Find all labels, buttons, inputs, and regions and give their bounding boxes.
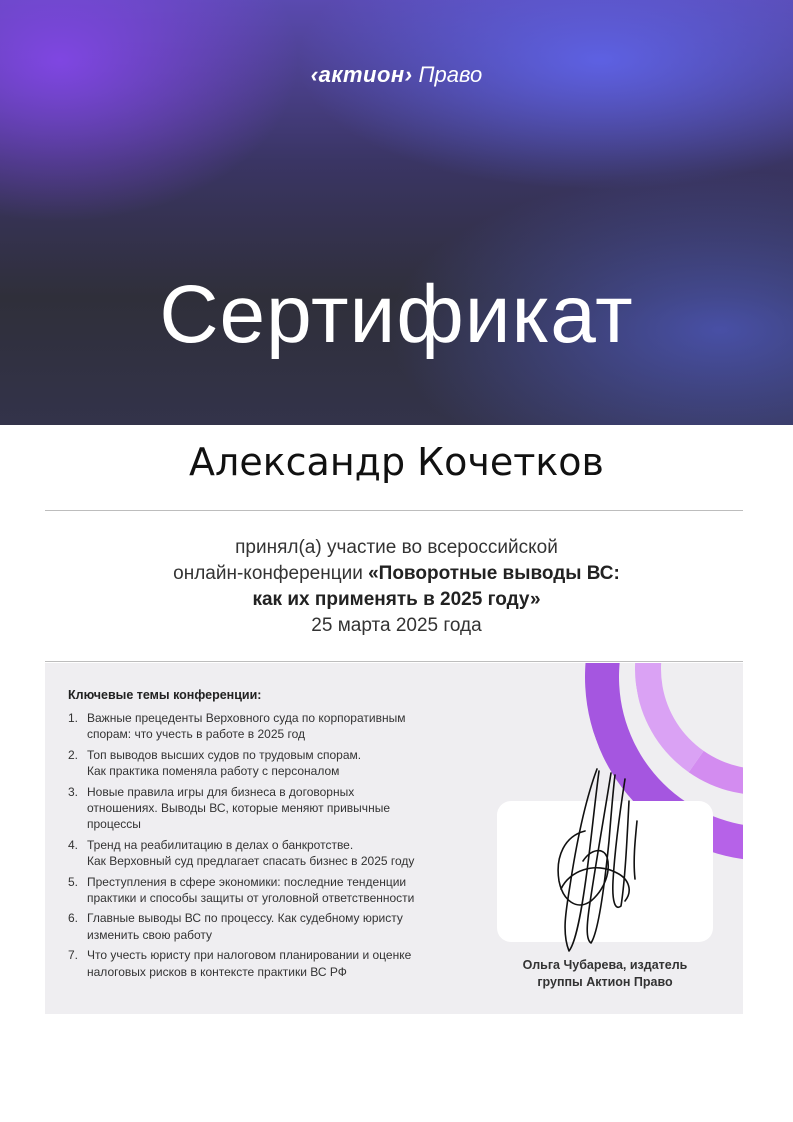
topic-text: Топ выводов высших судов по трудовым спорам. Как практика поменяла работу с персоналом <box>87 747 362 779</box>
topic-text: Тренд на реабилитацию в делах о банкротстве. Как Верховный суд предлагает спасать бизнес в 2025 году <box>87 837 415 869</box>
signer-caption: Ольга Чубарева, издатель группы Актион Право <box>522 958 688 989</box>
topics-list <box>68 710 468 984</box>
conference-title-part-2: как их применять в 2025 году» <box>252 589 541 610</box>
participation-line-1: принял(а) участие во всероссийской <box>235 537 558 558</box>
topic-item <box>68 837 468 870</box>
topic-number: 2. <box>68 747 79 762</box>
conference-date: 25 марта 2025 года <box>311 615 482 636</box>
divider-top <box>45 510 743 511</box>
aktion-pravo-logo <box>0 62 793 88</box>
topic-number: 1. <box>68 711 79 725</box>
topic-number: 7. <box>68 948 79 963</box>
certificate-header <box>0 0 793 425</box>
topics-panel <box>45 663 743 1014</box>
topics-title: Ключевые темы конференции: <box>68 688 262 702</box>
logo-brand: ‹актион› <box>310 62 413 87</box>
logo-sub: Право <box>418 62 483 87</box>
topic-item <box>68 747 468 780</box>
topic-number: 4. <box>68 837 79 852</box>
participation-line-3 <box>60 587 733 613</box>
topic-item <box>68 710 468 743</box>
topic-text: Преступления в сфере экономики: последние тенденции практики и способы защиты от уголовной ответственности <box>87 874 415 906</box>
topic-text: Новые правила игры для бизнеса в договорных отношениях. Выводы ВС, которые меняют привычные процессы <box>87 784 390 832</box>
participation-text <box>60 535 733 639</box>
conference-prefix: онлайн-конференции <box>173 563 369 584</box>
topic-item <box>68 947 468 980</box>
recipient-name: Александр Кочетков <box>189 440 604 484</box>
handwritten-signature <box>525 761 645 956</box>
certificate-title: Сертификат <box>159 269 634 360</box>
topic-item <box>68 784 468 833</box>
topic-item <box>68 910 468 943</box>
divider-bottom <box>45 661 743 662</box>
topic-text: Главные выводы ВС по процессу. Как судебному юристу изменить свою работу <box>87 911 403 942</box>
topic-text: Что учесть юристу при налоговом планировании и оценке налоговых рисков в контексте практики ВС РФ <box>87 948 412 979</box>
topic-item <box>68 874 468 907</box>
topic-number: 5. <box>68 874 79 889</box>
participation-line-2 <box>60 561 733 587</box>
topic-number: 6. <box>68 911 79 926</box>
topic-number: 3. <box>68 784 79 799</box>
conference-title-part-1: «Поворотные выводы ВС: <box>368 563 620 584</box>
topic-text: Важные прецеденты Верховного суда по корпоративным спорам: что учесть в работе в 2025 год <box>87 711 406 742</box>
